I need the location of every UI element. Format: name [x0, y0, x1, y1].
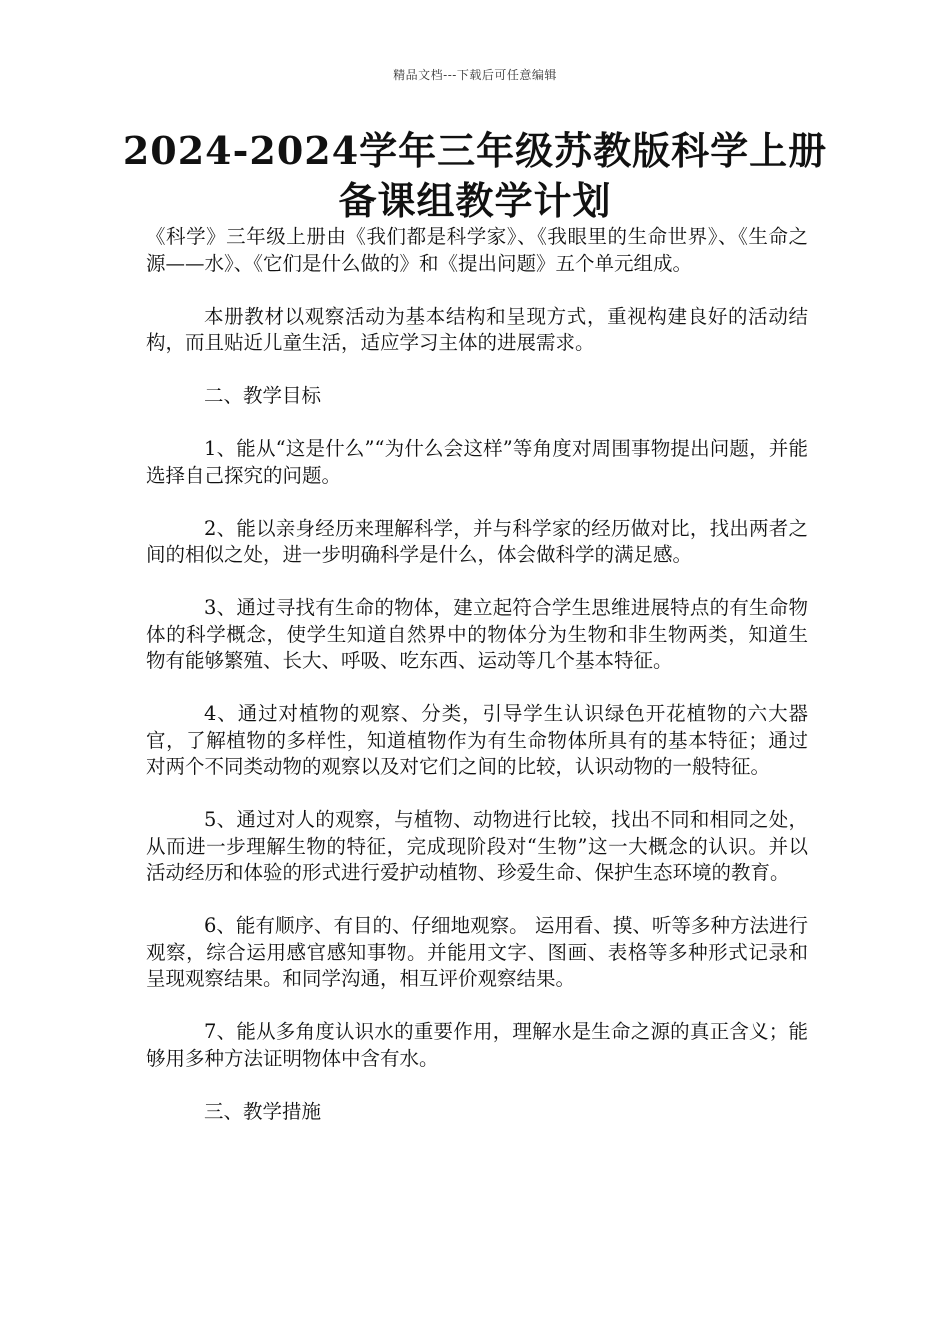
goal-item-2: 2、能以亲身经历来理解科学，并与科学家的经历做对比，找出两者之间的相似之处，进一步明确科学是什么，体会做科学的满足感。 — [146, 516, 808, 566]
goal-item-5: 5、通过对人的观察，与植物、动物进行比较，找出不同和相同之处，从而进一步理解生物的特征，完成现阶段对“生物”这一大概念的认识。并以活动经历和体验的形式进行爱护动植物、珍爱生命、保护生态环境的教育。 — [146, 808, 808, 884]
goal-item-3: 3、通过寻找有生命的物体，建立起符合学生思维进展特点的有生命物体的科学概念，使学生知道自然界中的物体分为生物和非生物两类，知道生物有能够繁殖、长大、呼吸、吃东西、运动等几个基本特征。 — [146, 596, 808, 672]
title-line-1: 2024-2024学年三年级苏教版科学上册 — [122, 128, 828, 173]
document-body — [146, 224, 808, 1152]
section-heading-teaching-measures: 三、教学措施 — [204, 1099, 322, 1123]
goal-item-6: 6、能有顺序、有目的、仔细地观察。 运用看、摸、听等多种方法进行观察，综合运用感官感知事物。并能用文字、图画、表格等多种形式记录和呈现观察结果。和同学沟通，相互评价观察结果。 — [146, 914, 808, 990]
intro-paragraph: 《科学》三年级上册由《我们都是科学家》、《我眼里的生命世界》、《生命之源——水》、《它们是什么做的》和《提出问题》五个单元组成。 — [146, 225, 808, 275]
title-line-2: 备课组教学计划 — [338, 178, 612, 223]
document-title — [120, 126, 830, 226]
goal-item-4: 4、通过对植物的观察、分类，引导学生认识绿色开花植物的六大器官，了解植物的多样性，知道植物作为有生命物体所具有的基本特征；通过对两个不同类动物的观察以及对它们之间的比较，认识动物的一般特征。 — [146, 702, 808, 778]
header-note: 精品文档---下载后可任意编辑 — [393, 68, 557, 82]
goal-item-1: 1、能从“这是什么”“为什么会这样”等角度对周围事物提出问题，并能选择自己探究的问题。 — [146, 437, 808, 487]
textbook-structure-paragraph: 本册教材以观察活动为基本结构和呈现方式，重视构建良好的活动结构，而且贴近儿童生活，适应学习主体的进展需求。 — [146, 304, 808, 354]
section-heading-teaching-goals: 二、教学目标 — [204, 384, 322, 407]
goal-item-7: 7、能从多角度认识水的重要作用，理解水是生命之源的真正含义；能够用多种方法证明物体中含有水。 — [146, 1020, 808, 1070]
